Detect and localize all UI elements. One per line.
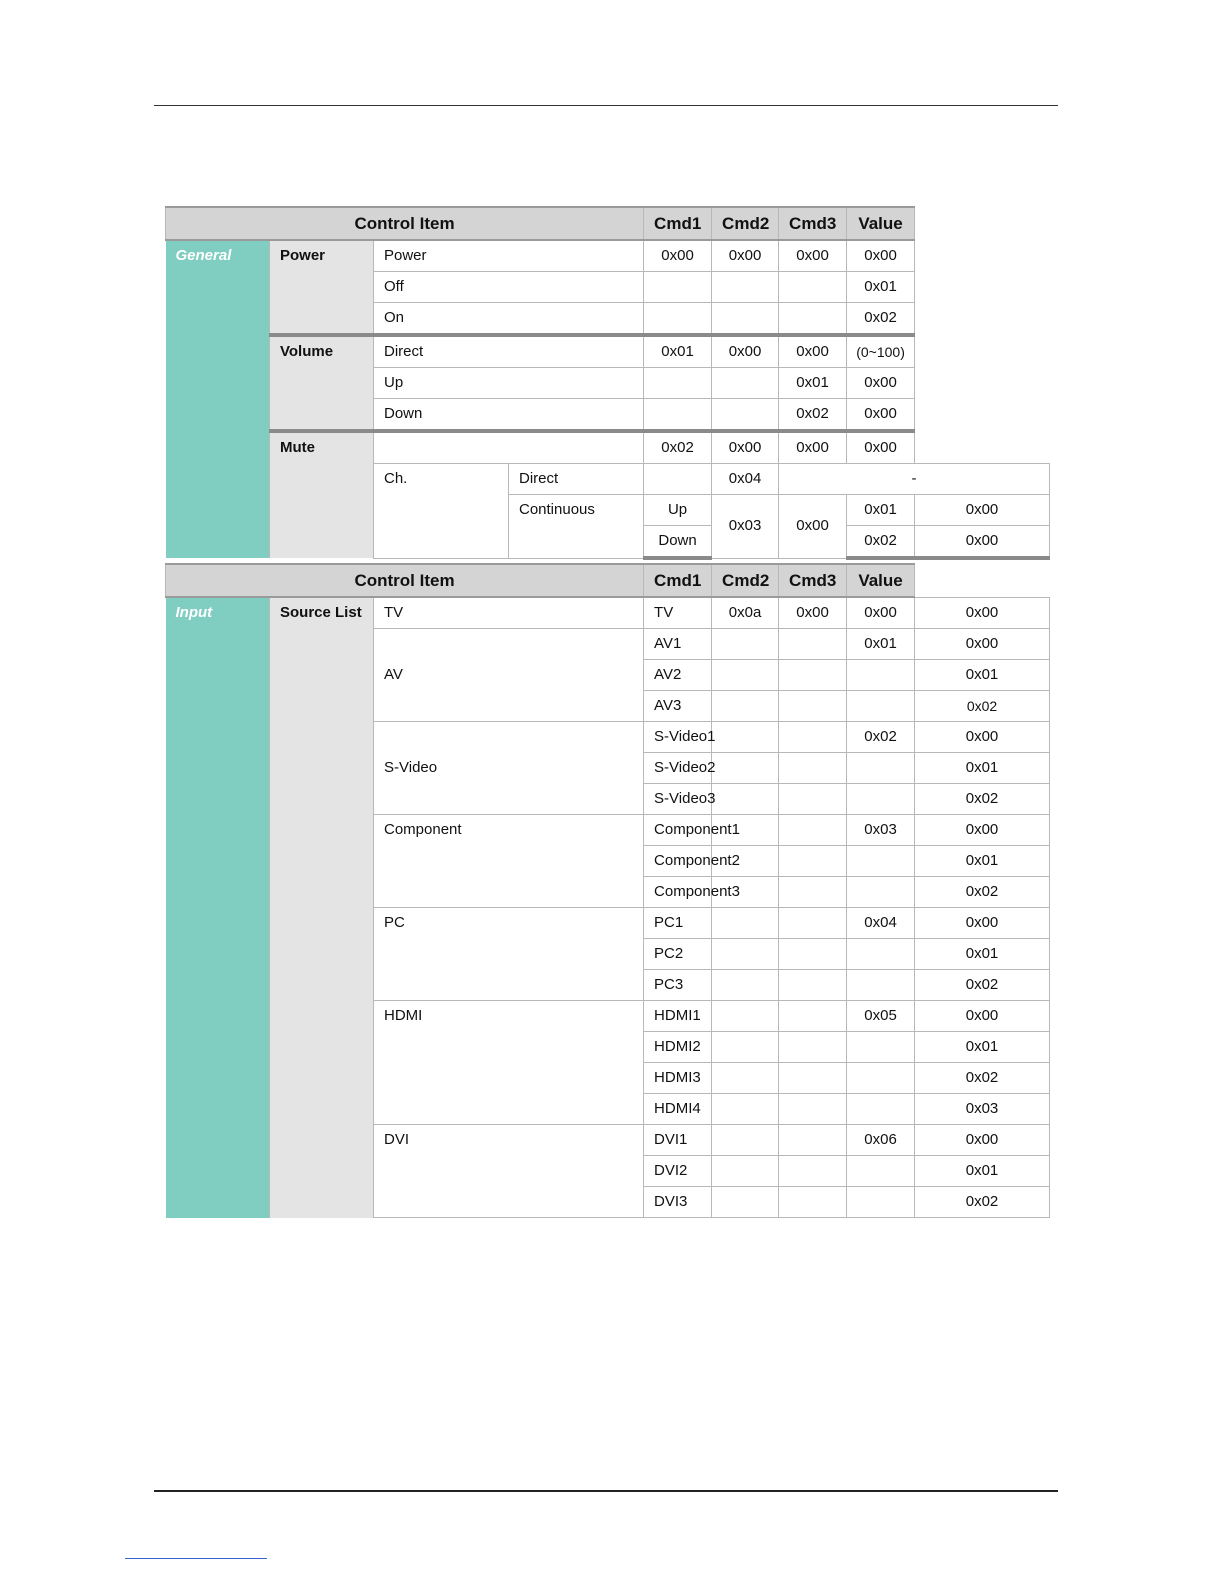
source-item: Component1 — [644, 815, 712, 846]
source-item: AV1 — [644, 629, 712, 660]
input-control-table — [165, 563, 1050, 1218]
ch-label: Ch. — [374, 464, 509, 559]
group-label-input: Input — [166, 597, 270, 1218]
header-cmd1: Cmd1 — [644, 564, 712, 597]
cmd3-cell — [847, 753, 915, 784]
source-label: HDMI — [374, 1001, 644, 1125]
cmd3-cell: 0x06 — [847, 1125, 915, 1156]
source-item: HDMI4 — [644, 1094, 712, 1125]
cmd1-cell — [712, 1063, 779, 1094]
header-cmd3: Cmd3 — [779, 564, 847, 597]
cmd3-cell: 0x03 — [847, 815, 915, 846]
table-row — [166, 240, 1050, 272]
cmd2-cell — [779, 1094, 847, 1125]
value-cell: 0x00 — [847, 431, 915, 464]
value-cell: 0x00 — [915, 526, 1050, 559]
cmd2-cell — [779, 970, 847, 1001]
value-cell: 0x00 — [915, 1001, 1050, 1032]
cmd1-cell — [712, 908, 779, 939]
cmd3-cell: 0x02 — [847, 722, 915, 753]
item-label: Down — [374, 399, 644, 432]
cmd1-cell — [644, 303, 712, 336]
cmd3-cell — [847, 1156, 915, 1187]
value-cell: 0x02 — [915, 1187, 1050, 1218]
cmd2-cell — [779, 1125, 847, 1156]
cmd3-cell — [847, 939, 915, 970]
cmd3-cell: 0x05 — [847, 1001, 915, 1032]
cmd1-cell — [712, 784, 779, 815]
cmd2-cell — [712, 399, 779, 432]
item-label: Up — [374, 368, 644, 399]
value-cell: 0x02 — [915, 784, 1050, 815]
source-label: TV — [374, 597, 644, 629]
value-cell: 0x01 — [847, 272, 915, 303]
cmd3-cell: 0x02 — [779, 399, 847, 432]
cmd3-cell — [847, 784, 915, 815]
table-row — [166, 597, 1050, 629]
cmd1-cell: 0x00 — [644, 240, 712, 272]
source-label: S-Video — [374, 722, 644, 815]
source-label: DVI — [374, 1125, 644, 1218]
value-cell: 0x01 — [915, 1032, 1050, 1063]
cmd1-cell: 0x02 — [644, 431, 712, 464]
cmd2-cell — [779, 691, 847, 722]
category-volume: Volume — [270, 335, 374, 431]
value-cell: 0x02 — [847, 303, 915, 336]
cmd3-cell: 0x01 — [779, 368, 847, 399]
source-item: AV3 — [644, 691, 712, 722]
cmd2-cell — [779, 908, 847, 939]
cmd2-cell — [779, 1001, 847, 1032]
cmd3-cell — [779, 303, 847, 336]
value-cell: 0x00 — [915, 629, 1050, 660]
table-row — [166, 431, 1050, 464]
cmd2-cell: 0x00 — [712, 240, 779, 272]
source-item: Component2 — [644, 846, 712, 877]
cmd2-cell — [779, 1063, 847, 1094]
cmd1-cell: 0x04 — [712, 464, 779, 495]
value-cell: 0x00 — [915, 908, 1050, 939]
cmd2-cell — [712, 368, 779, 399]
value-cell: 0x01 — [915, 753, 1050, 784]
value-cell: 0x00 — [915, 722, 1050, 753]
table-row — [166, 335, 1050, 368]
source-item: S-Video3 — [644, 784, 712, 815]
cmd1-cell — [712, 1094, 779, 1125]
cmd2-cell — [779, 1156, 847, 1187]
cmd2-cell — [779, 629, 847, 660]
source-item: TV — [644, 597, 712, 629]
source-item: PC3 — [644, 970, 712, 1001]
cmd2-cell — [712, 272, 779, 303]
header-control-item: Control Item — [166, 207, 644, 240]
value-cell: 0x01 — [915, 660, 1050, 691]
cmd1-cell — [712, 1187, 779, 1218]
item-label — [374, 431, 644, 464]
cmd3-cell — [847, 846, 915, 877]
cmd2-cell — [779, 1187, 847, 1218]
cmd1-cell — [644, 399, 712, 432]
header-control-item: Control Item — [166, 564, 644, 597]
source-item: DVI1 — [644, 1125, 712, 1156]
cmd2-cell — [779, 784, 847, 815]
value-cell: 0x02 — [915, 691, 1050, 722]
header-cmd2: Cmd2 — [712, 207, 779, 240]
value-cell: (0~100) — [847, 335, 915, 368]
ch-direct-blank — [644, 464, 712, 495]
cmd2-cell: 0x00 — [779, 597, 847, 629]
group-label-general: General — [166, 240, 270, 558]
source-item: DVI2 — [644, 1156, 712, 1187]
item-label: Off — [374, 272, 644, 303]
cmd3-cell — [847, 1063, 915, 1094]
cmd1-cell: 0x01 — [644, 335, 712, 368]
ch-direct-dash: - — [779, 464, 1050, 495]
cmd1-cell — [712, 753, 779, 784]
cmd2-cell: 0x00 — [712, 431, 779, 464]
cmd2-cell — [779, 815, 847, 846]
cmd1-cell — [712, 691, 779, 722]
source-item: AV2 — [644, 660, 712, 691]
header-value: Value — [847, 207, 915, 240]
value-cell: 0x00 — [915, 1125, 1050, 1156]
cmd2-cell: 0x00 — [712, 335, 779, 368]
value-cell: 0x00 — [847, 240, 915, 272]
cmd1-cell — [712, 939, 779, 970]
source-item: HDMI2 — [644, 1032, 712, 1063]
value-cell: 0x00 — [847, 368, 915, 399]
cmd2-cell — [779, 877, 847, 908]
cmd2-cell — [779, 1032, 847, 1063]
cmd1-cell — [712, 1125, 779, 1156]
cmd1-cell — [712, 1032, 779, 1063]
value-cell: 0x02 — [915, 1063, 1050, 1094]
value-cell: 0x02 — [915, 877, 1050, 908]
cmd3-cell — [847, 1094, 915, 1125]
cmd3-cell — [847, 970, 915, 1001]
cmd3-cell — [847, 1187, 915, 1218]
source-item: HDMI3 — [644, 1063, 712, 1094]
cmd2-cell — [779, 846, 847, 877]
header-rule — [154, 105, 1058, 106]
table-header-row — [166, 564, 1050, 597]
source-item: DVI3 — [644, 1187, 712, 1218]
value-cell: 0x01 — [915, 846, 1050, 877]
cmd1-cell: 0x0a — [712, 597, 779, 629]
cmd2-cell — [712, 303, 779, 336]
general-control-table — [165, 206, 1050, 560]
cmd1-cell — [712, 1156, 779, 1187]
header-cmd1: Cmd1 — [644, 207, 712, 240]
table-header-row — [166, 207, 1050, 240]
ch-continuous-label: Continuous — [509, 495, 644, 559]
item-label: Power — [374, 240, 644, 272]
cmd3-cell — [847, 1032, 915, 1063]
source-label: AV — [374, 629, 644, 722]
cmd1-cell — [644, 272, 712, 303]
cmd1-cell — [644, 368, 712, 399]
cmd2-cell — [779, 753, 847, 784]
cmd3-cell — [847, 877, 915, 908]
footer-rule — [154, 1490, 1058, 1492]
cmd3-cell — [847, 660, 915, 691]
cmd3-cell: 0x01 — [847, 495, 915, 526]
source-item: Component3 — [644, 877, 712, 908]
ch-down-label: Down — [644, 526, 712, 559]
header-cmd3: Cmd3 — [779, 207, 847, 240]
cmd1-cell — [712, 1001, 779, 1032]
ch-up-label: Up — [644, 495, 712, 526]
item-label: Direct — [374, 335, 644, 368]
cmd1-cell — [712, 660, 779, 691]
source-label: Component — [374, 815, 644, 908]
value-cell: 0x01 — [915, 939, 1050, 970]
cmd2-cell — [779, 660, 847, 691]
cmd3-cell: 0x04 — [847, 908, 915, 939]
cmd2-cell — [779, 722, 847, 753]
item-label: On — [374, 303, 644, 336]
cmd1-cell — [712, 970, 779, 1001]
category-mute: Mute — [270, 431, 374, 558]
source-item: HDMI1 — [644, 1001, 712, 1032]
value-cell: 0x00 — [847, 399, 915, 432]
category-source-list: Source List — [270, 597, 374, 1218]
cmd3-cell — [847, 691, 915, 722]
cmd3-cell: 0x02 — [847, 526, 915, 559]
source-item: PC1 — [644, 908, 712, 939]
value-cell: 0x01 — [915, 1156, 1050, 1187]
category-power: Power — [270, 240, 374, 335]
cmd1-cell: 0x03 — [712, 495, 779, 559]
value-cell: 0x00 — [915, 495, 1050, 526]
source-label: PC — [374, 908, 644, 1001]
source-item: S-Video2 — [644, 753, 712, 784]
cmd1-cell — [712, 722, 779, 753]
footer-link-underline[interactable] — [125, 1558, 267, 1559]
cmd3-cell: 0x00 — [779, 431, 847, 464]
value-cell: 0x03 — [915, 1094, 1050, 1125]
cmd3-cell: 0x01 — [847, 629, 915, 660]
header-value: Value — [847, 564, 915, 597]
cmd3-cell: 0x00 — [847, 597, 915, 629]
cmd3-cell: 0x00 — [779, 240, 847, 272]
value-cell: 0x00 — [915, 597, 1050, 629]
source-item: PC2 — [644, 939, 712, 970]
source-item: S-Video1 — [644, 722, 712, 753]
cmd2-cell — [779, 939, 847, 970]
value-cell: 0x02 — [915, 970, 1050, 1001]
value-cell: 0x00 — [915, 815, 1050, 846]
ch-direct-label: Direct — [509, 464, 644, 495]
cmd1-cell — [712, 629, 779, 660]
cmd2-cell: 0x00 — [779, 495, 847, 559]
cmd3-cell — [779, 272, 847, 303]
header-cmd2: Cmd2 — [712, 564, 779, 597]
cmd3-cell: 0x00 — [779, 335, 847, 368]
